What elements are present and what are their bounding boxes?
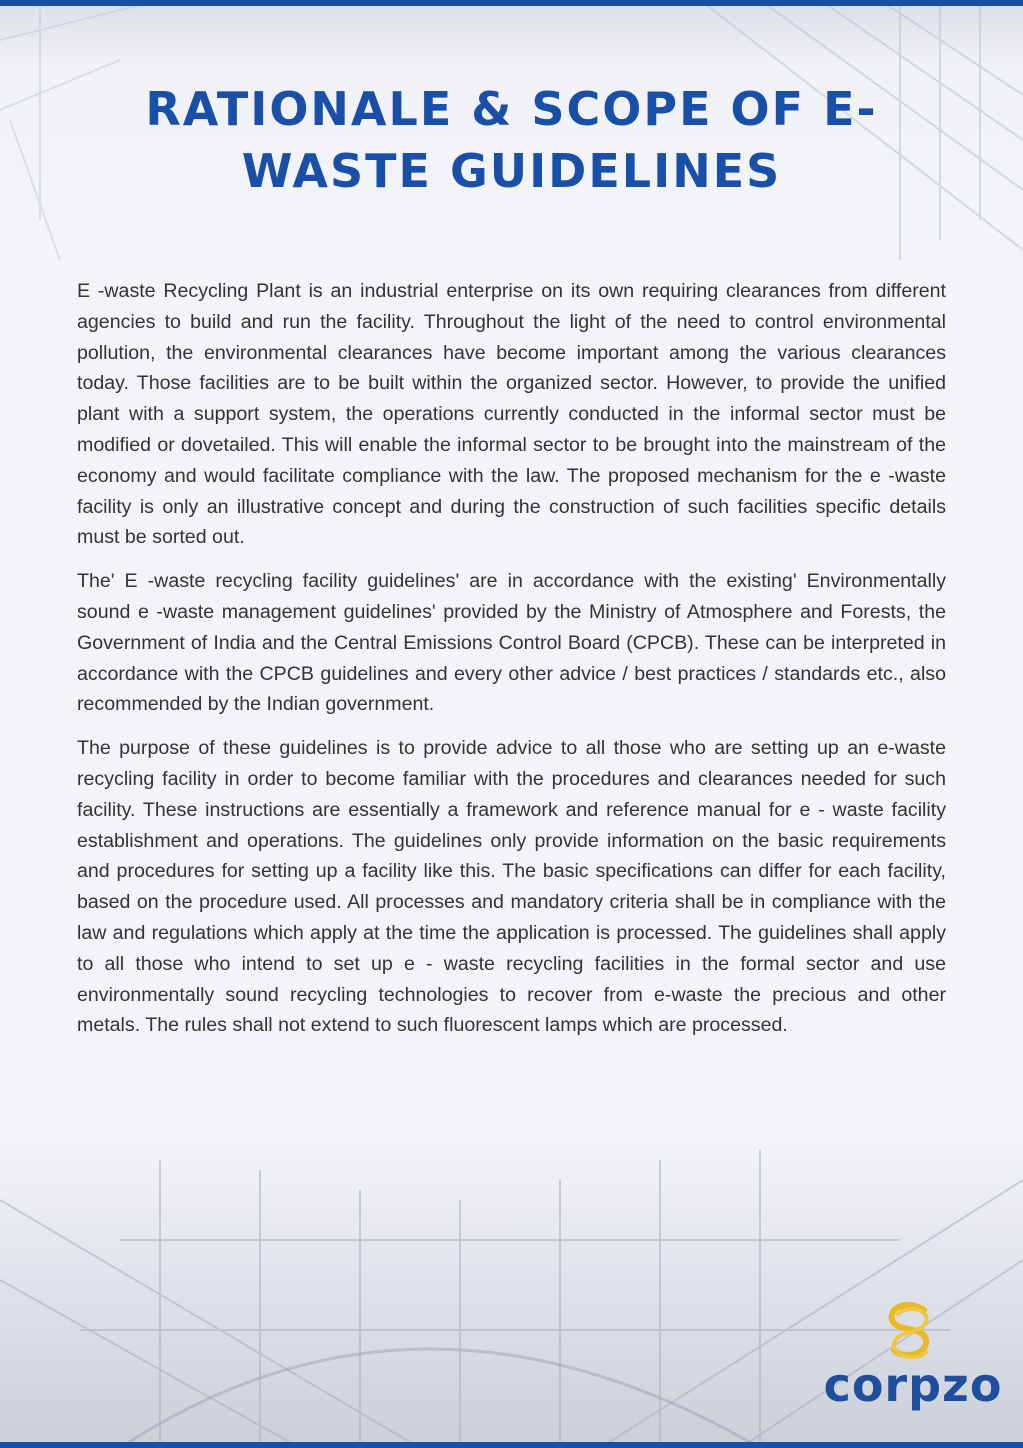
- corpzo-logo: [818, 1300, 1008, 1420]
- paragraph-2: The' E -waste recycling facility guidelines' are in accordance with the existing' Environmentally sound e -waste management guidelines' provided by the Ministry of Atmosphere and Forests, the Government of India and the Central Emissions Control Board (CPCB). These can be interpreted in accordance with the CPCB guidelines and every other advice / best practices / standards etc., also recommended by the Indian government.: [77, 570, 946, 716]
- paragraph-3: The purpose of these guidelines is to provide advice to all those who are setting up an e-waste recycling facility in order to become familiar with the procedures and clearances needed for such facility. These instructions are essentially a framework and reference manual for e - waste facility establishment and operations. The guidelines only provide information on the basic requirements and procedures for setting up a facility like this. The basic specifications can differ for each facility, based on the procedure used. All processes and mandatory criteria shall be in compliance with the law and regulations which apply at the time the application is processed. The guidelines shall apply to all those who intend to set up e - waste recycling facilities in the formal sector and use environmentally sound recycling technologies to recover from e-waste the precious and other metals. The rules shall not extend to such fluorescent lamps which are processed.: [77, 737, 946, 1037]
- bottom-accent-bar: [0, 1442, 1023, 1448]
- corpzo-knot-icon: [880, 1300, 940, 1364]
- paragraph-1: E -waste Recycling Plant is an industrial enterprise on its own requiring clearances from different agencies to build and run the facility. Throughout the light of the need to control environmental pollution, the environmental clearances have become important among the various clearances today. Those facilities are to be built within the organized sector. However, to provide the unified plant with a support system, the operations currently conducted in the informal sector must be modified or dovetailed. This will enable the informal sector to be brought into the mainstream of the economy and would facilitate compliance with the law. The proposed mechanism for the e -waste facility is only an illustrative concept and during the construction of such facilities specific details must be sorted out.: [77, 280, 946, 549]
- body-text: [77, 276, 946, 1054]
- logo-text: corpzo: [823, 1358, 1003, 1412]
- page-title: RATIONALE & SCOPE OF E-WASTE GUIDELINES: [145, 82, 878, 198]
- top-accent-bar: [0, 0, 1023, 6]
